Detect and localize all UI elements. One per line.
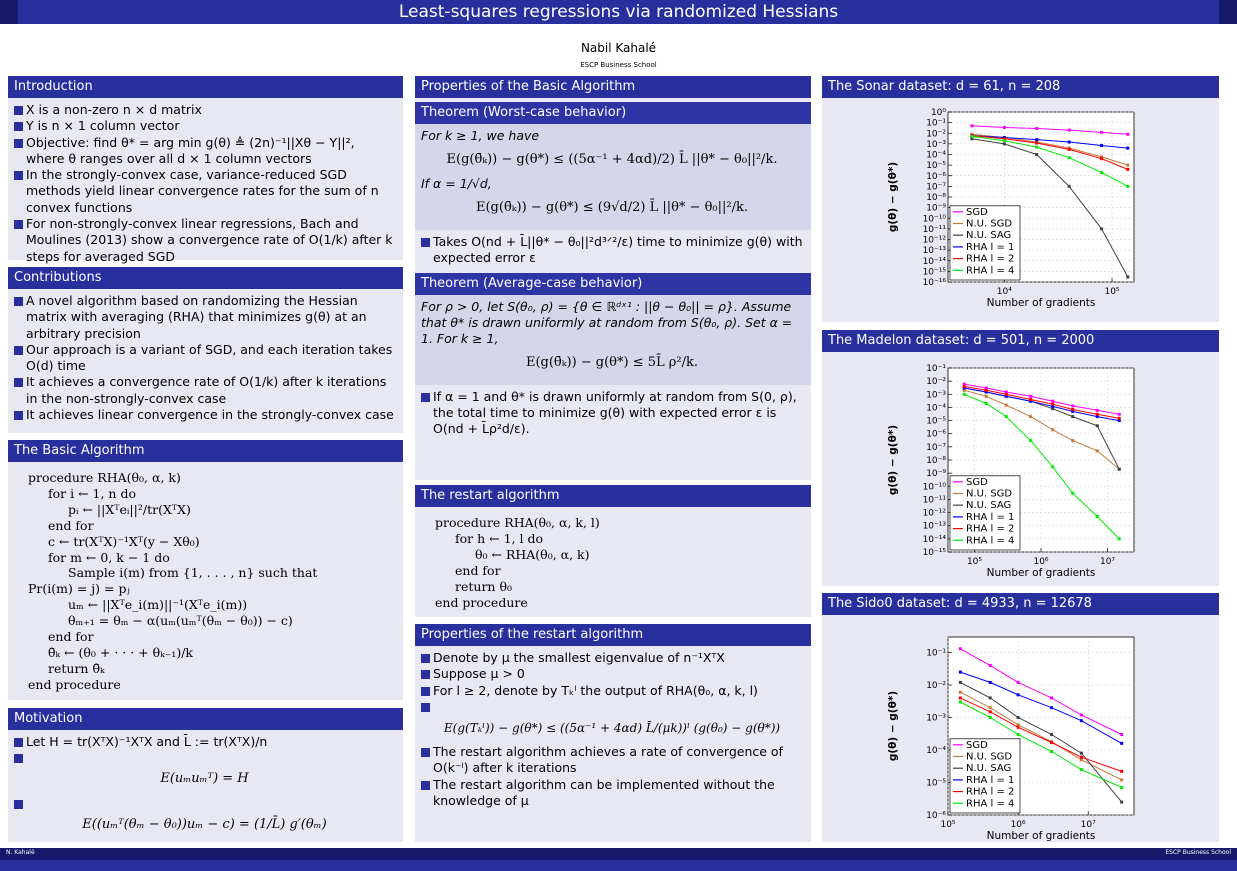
data-point — [1005, 415, 1008, 418]
data-point — [1080, 768, 1083, 771]
x-tick-label: 10⁵ — [966, 557, 983, 567]
pseudocode-line: end for — [48, 517, 94, 533]
data-point — [989, 664, 992, 667]
affiliation: ESCP Business School — [580, 61, 657, 69]
pseudocode-line: return θ₀ — [455, 578, 512, 594]
data-point — [1029, 415, 1032, 418]
equation: E(g(θ̄ₖ)) − g(θ*) ≤ (9√d/2) L̄ ||θ* − θ₀||²/k. — [476, 200, 748, 215]
data-point — [1003, 142, 1006, 145]
y-tick-label: 10⁻⁴ — [926, 150, 946, 161]
theorem-average-title: Theorem (Average-case behavior) — [415, 273, 811, 295]
x-tick-label: 10⁵ — [1104, 287, 1120, 297]
legend-label: RHA l = 1 — [966, 774, 1015, 786]
data-point — [1017, 693, 1020, 696]
list-item: It achieves linear convergence in the strongly-convex case — [14, 407, 395, 423]
data-point — [1050, 733, 1053, 736]
data-point — [1068, 185, 1071, 188]
list-item: Our approach is a variant of SGD, and each iteration takes O(d) time — [14, 342, 395, 375]
data-point — [1120, 770, 1123, 773]
data-point — [970, 124, 973, 127]
bullet-icon — [421, 703, 430, 712]
equation: E(g(θ̄ₖ)) − g(θ*) ≤ ((5α⁻¹ + 4αd)/2) L̄ ||θ* − θ₀||²/k. — [446, 152, 778, 167]
sonar-chart-title: The Sonar dataset: d = 61, n = 208 — [822, 76, 1219, 98]
data-point — [989, 696, 992, 699]
theorem-text: For ρ > 0, let S(θ₀, ρ) = {θ ∈ ℝᵈˣ¹ : ||θ − θ₀|| = ρ}. Assume that θ* is drawn uniformly at random from S(θ₀, ρ). Set α = 1. For k ≥ 1, — [421, 298, 793, 346]
y-tick-label: 10⁻¹¹ — [922, 224, 946, 235]
y-tick-label: 10⁻¹⁵ — [922, 267, 946, 278]
data-point — [1071, 404, 1074, 407]
bullet-icon — [14, 378, 23, 387]
y-tick-label: 10⁻² — [926, 681, 946, 692]
restart-properties-list — [415, 646, 811, 815]
x-axis-label: Number of gradients — [986, 567, 1096, 579]
legend-label: RHA l = 2 — [966, 523, 1015, 535]
theorem-text: If α = 1/√d, — [421, 176, 492, 191]
list-item: X is a non-zero n × d matrix — [14, 102, 395, 118]
list-item: Denote by μ the smallest eigenvalue of n⁻¹XᵀX — [421, 650, 803, 666]
legend-label: SGD — [966, 476, 988, 488]
theorem-average-body — [415, 295, 811, 385]
data-point — [1005, 393, 1008, 396]
y-axis-label: g(θ) − g(θ*) — [887, 690, 899, 762]
data-point — [970, 135, 973, 138]
data-point — [1080, 758, 1083, 761]
author: Nabil Kahalé — [580, 41, 657, 55]
y-tick-label: 10⁻⁴ — [926, 403, 946, 414]
y-tick-label: 10⁻⁶ — [926, 171, 946, 182]
data-point — [1120, 786, 1123, 789]
data-point — [1120, 778, 1123, 781]
y-tick-label: 10⁻¹⁴ — [922, 534, 946, 545]
legend-label: RHA l = 4 — [966, 535, 1015, 547]
x-tick-label: 10⁷ — [1080, 820, 1096, 830]
legend-label: RHA l = 1 — [966, 511, 1015, 523]
madelon-chart — [822, 352, 1219, 586]
data-point — [1017, 733, 1020, 736]
legend-label: RHA l = 4 — [966, 798, 1015, 810]
basic-algorithm-block — [8, 440, 403, 700]
list-item: It achieves a convergence rate of O(1/k) after k iterations in the non-strongly-convex case — [14, 374, 395, 407]
legend-label: RHA l = 1 — [966, 241, 1015, 253]
properties-list — [415, 230, 811, 273]
data-point — [1126, 147, 1129, 150]
bullet-icon — [14, 346, 23, 355]
y-tick-label: 10⁻¹ — [926, 118, 946, 129]
data-point — [1071, 408, 1074, 411]
y-tick-label: 10⁻⁸ — [926, 193, 946, 203]
pseudocode-line: c ← tr(XᵀX)⁻¹Xᵀ(y − Xθ₀) — [48, 533, 200, 549]
footer-affiliation: ESCP Business School — [1165, 849, 1231, 856]
x-tick-label: 10⁶ — [1033, 557, 1049, 567]
list-item: The restart algorithm can be implemented without the knowledge of μ — [421, 777, 803, 810]
data-point — [1003, 126, 1006, 129]
madelon-chart-title: The Madelon dataset: d = 501, n = 2000 — [822, 330, 1219, 352]
data-point — [1051, 403, 1054, 406]
properties-title: Properties of the Basic Algorithm — [415, 76, 811, 98]
footer-author: N. Kahalé — [6, 849, 35, 856]
data-point — [1017, 723, 1020, 726]
data-point — [1017, 726, 1020, 729]
data-point — [1035, 146, 1038, 149]
y-tick-label: 10⁻¹⁰ — [922, 482, 946, 493]
x-tick-label: 10⁵ — [940, 820, 956, 830]
y-tick-label: 10⁻⁷ — [926, 182, 946, 193]
y-tick-label: 10⁻⁴ — [926, 746, 946, 757]
data-point — [1051, 428, 1054, 431]
data-point — [1096, 413, 1099, 416]
data-point — [1071, 415, 1074, 418]
y-tick-label: 10⁻¹³ — [922, 246, 946, 257]
pseudocode-line: for m ← 0, k − 1 do — [48, 549, 170, 565]
pseudocode-line: for h ← 1, l do — [455, 530, 543, 546]
contributions-list — [8, 289, 403, 429]
y-tick-label: 10⁻³ — [926, 139, 946, 150]
data-point — [1035, 127, 1038, 130]
pseudocode-line: Sample i(m) from {1, . . . , n} such that — [68, 565, 318, 581]
x-axis-label: Number of gradients — [986, 830, 1096, 842]
x-tick-label: 10⁴ — [996, 287, 1012, 297]
y-tick-label: 10⁻⁸ — [926, 456, 946, 466]
bullet-icon — [14, 220, 23, 229]
footer-bar — [0, 848, 1237, 860]
pseudocode-line: pᵢ ← ||Xᵀeᵢ||²/tr(XᵀX) — [68, 501, 191, 517]
data-point — [963, 385, 966, 388]
intro-list — [8, 98, 403, 271]
data-point — [1080, 713, 1083, 716]
data-point — [1126, 168, 1129, 171]
data-point — [989, 716, 992, 719]
y-tick-label: 10⁻¹² — [922, 235, 946, 246]
data-point — [1120, 801, 1123, 804]
equation: E((uₘᵀ(θₘ − θ₀))uₘ − c) = (1/L̄) g′(θₘ) — [82, 816, 327, 832]
data-point — [1035, 138, 1038, 141]
list-item: Suppose μ > 0 — [421, 666, 803, 682]
data-point — [1100, 157, 1103, 160]
y-tick-label: 10⁻¹ — [926, 648, 946, 659]
x-tick-label: 10⁶ — [1010, 820, 1026, 830]
pseudocode-line: end for — [455, 562, 501, 578]
equation: E(g(Tₖˡ)) − g(θ*) ≤ ((5α⁻¹ + 4αd) L̄/(μk))ˡ (g(θ₀) − g(θ*)) — [443, 720, 781, 735]
data-point — [959, 681, 962, 684]
motivation-title: Motivation — [8, 708, 403, 730]
data-point — [1080, 752, 1083, 755]
data-point — [1118, 468, 1121, 471]
data-point — [985, 395, 988, 398]
bullet-icon — [421, 748, 430, 757]
sonar-chart-panel — [822, 76, 1219, 322]
list-item: A novel algorithm based on randomizing the Hessian matrix with averaging (RHA) that minimizes g(θ) at an arbitrary precision — [14, 293, 395, 342]
motivation-block — [8, 708, 403, 842]
data-point — [1029, 395, 1032, 398]
restart-algorithm-block — [415, 485, 811, 617]
data-point — [1080, 756, 1083, 759]
list-item: Objective: find θ* = arg min g(θ) ≜ (2n)⁻¹||Xθ − Y||², where θ ranges over all d × 1 column vectors — [14, 135, 395, 168]
data-point — [1096, 409, 1099, 412]
data-point — [1118, 417, 1121, 420]
data-point — [1126, 185, 1129, 188]
motivation-body — [8, 730, 403, 847]
data-point — [1096, 515, 1099, 518]
equation: E(uₘuₘᵀ) = H — [160, 771, 249, 787]
data-point — [1017, 716, 1020, 719]
data-point — [1068, 148, 1071, 151]
legend-label: N.U. SGD — [966, 751, 1013, 763]
contributions-title: Contributions — [8, 267, 403, 289]
data-point — [1029, 439, 1032, 442]
y-tick-label: 10⁻¹³ — [922, 521, 946, 532]
madelon-chart-panel — [822, 330, 1219, 586]
pseudocode-line: procedure RHA(θ₀, α, k) — [28, 470, 181, 485]
bullet-icon — [14, 171, 23, 180]
y-tick-label: 10⁻⁵ — [926, 161, 946, 172]
list-item: In the strongly-convex case, variance-reduced SGD methods yield linear convergence rates for the sum of n convex functions — [14, 167, 395, 216]
y-tick-label: 10⁻⁹ — [926, 203, 946, 214]
legend-label: RHA l = 4 — [966, 265, 1015, 277]
restart-properties-block — [415, 624, 811, 842]
theorem-worst-title: Theorem (Worst-case behavior) — [415, 102, 811, 124]
list-item: For non-strongly-convex linear regressions, Bach and Moulines (2013) show a convergence rate of O(1/k) after k steps for averaged SGD — [14, 216, 395, 265]
data-point — [1096, 449, 1099, 452]
data-point — [989, 710, 992, 713]
properties-block — [415, 76, 811, 480]
bullet-icon — [421, 238, 430, 247]
data-point — [1096, 424, 1099, 427]
y-tick-label: 10⁻² — [926, 377, 946, 388]
bullet-icon — [14, 738, 23, 747]
x-tick-label: 10⁷ — [1099, 557, 1116, 567]
pseudocode-line: θₘ₊₁ = θₘ − α(uₘ(uₘᵀ(θₘ − θ₀)) − c) — [68, 613, 293, 629]
y-tick-label: 10⁻¹¹ — [922, 495, 946, 506]
data-point — [1120, 733, 1123, 736]
restart-algorithm-title: The restart algorithm — [415, 485, 811, 507]
legend-label: SGD — [966, 206, 988, 218]
pseudocode-line: end for — [48, 629, 94, 645]
bullet-icon — [421, 687, 430, 696]
bullet-icon — [421, 393, 430, 402]
data-point — [1051, 465, 1054, 468]
legend-label: N.U. SAG — [966, 763, 1012, 775]
intro-block — [8, 76, 403, 264]
bullet-icon — [14, 754, 23, 763]
list-item: Y is n × 1 column vector — [14, 118, 395, 134]
data-point — [1071, 439, 1074, 442]
data-point — [1035, 142, 1038, 145]
list-item: Takes O(nd + L̄||θ* − θ₀||²d³ᐟ²/ε) time to minimize g(θ) with expected error ε — [421, 234, 803, 267]
data-point — [1118, 537, 1121, 540]
legend-label: N.U. SAG — [966, 500, 1012, 512]
bullet-icon — [14, 297, 23, 306]
pseudocode-line: return θ̄ₖ — [48, 660, 105, 676]
y-axis-label: g(θ) − g(θ*) — [887, 424, 899, 496]
y-tick-label: 10⁻¹ — [926, 364, 946, 374]
data-point — [1068, 156, 1071, 159]
list-item — [14, 796, 395, 809]
bullet-icon — [421, 654, 430, 663]
theorem-worst-body — [415, 124, 811, 230]
data-point — [1100, 131, 1103, 134]
y-tick-label: 10⁻⁶ — [926, 811, 946, 821]
pseudocode-line: θ₀ ← RHA(θ₀, α, k) — [475, 546, 590, 562]
data-point — [1035, 153, 1038, 156]
contributions-block — [8, 267, 403, 433]
intro-title: Introduction — [8, 76, 403, 98]
sido0-chart-panel — [822, 593, 1219, 842]
bullet-icon — [421, 781, 430, 790]
bullet-icon — [14, 411, 23, 420]
y-axis-label: g(θ) − g(θ*) — [887, 161, 899, 233]
pseudocode-line: procedure RHA(θ₀, α, k, l) — [435, 515, 600, 530]
equation: E(g(θ̄ₖ)) − g(θ*) ≤ 5L̄ ρ²/k. — [525, 354, 699, 370]
theorem-text: For k ≥ 1, we have — [421, 128, 540, 143]
list-item — [421, 699, 803, 712]
data-point — [1120, 742, 1123, 745]
properties-list-2 — [415, 385, 811, 444]
pseudocode-line: uₘ ← ||Xᵀe_i(m)||⁻¹(Xᵀe_i(m)) — [68, 597, 248, 613]
x-axis-label: Number of gradients — [986, 297, 1096, 309]
y-tick-label: 10⁻² — [926, 129, 946, 140]
y-tick-label: 10⁻⁵ — [926, 416, 946, 427]
footer-lower-bar — [0, 860, 1237, 871]
list-item: The restart algorithm achieves a rate of convergence of O(k⁻ˡ) after k iterations — [421, 744, 803, 777]
data-point — [1068, 141, 1071, 144]
data-point — [985, 389, 988, 392]
data-point — [1051, 400, 1054, 403]
restart-properties-title: Properties of the restart algorithm — [415, 624, 811, 646]
sido0-chart — [822, 615, 1219, 842]
y-tick-label: 10⁻¹⁴ — [922, 256, 946, 267]
sonar-chart — [822, 98, 1219, 322]
bullet-icon — [14, 106, 23, 115]
data-point — [959, 691, 962, 694]
legend-label: RHA l = 2 — [966, 786, 1015, 798]
legend-label: N.U. SGD — [966, 218, 1013, 230]
basic-algorithm-title: The Basic Algorithm — [8, 440, 403, 462]
data-point — [1050, 706, 1053, 709]
data-point — [989, 681, 992, 684]
data-point — [1071, 492, 1074, 495]
footer — [0, 848, 1237, 871]
data-point — [1050, 696, 1053, 699]
data-point — [1068, 129, 1071, 132]
data-point — [1029, 398, 1032, 401]
legend-label: N.U. SAG — [966, 230, 1012, 242]
data-point — [1050, 741, 1053, 744]
bullet-icon — [421, 670, 430, 679]
list-item: If α = 1 and θ* is drawn uniformly at random from S(0, ρ), the total time to minimize g(θ) with expected error ε is O(nd + L̄ρ²d/ε). — [421, 389, 803, 438]
data-point — [1126, 275, 1129, 278]
y-tick-label: 10⁻⁵ — [926, 778, 946, 789]
data-point — [959, 671, 962, 674]
legend-label: RHA l = 2 — [966, 253, 1015, 265]
y-tick-label: 10⁻¹⁵ — [922, 548, 946, 558]
data-point — [989, 706, 992, 709]
bullet-icon — [14, 800, 23, 809]
pseudocode-line: end procedure — [435, 594, 528, 610]
y-tick-label: 10⁻¹⁶ — [922, 278, 946, 288]
pseudocode-line: for i ← 1, n do — [48, 485, 136, 501]
data-point — [1118, 413, 1121, 416]
sido0-chart-title: The Sido0 dataset: d = 4933, n = 12678 — [822, 593, 1219, 615]
data-point — [1100, 144, 1103, 147]
pseudocode-line: θ̄ₖ ← (θ₀ + · · · + θₖ₋₁)/k — [48, 644, 193, 660]
bullet-icon — [14, 139, 23, 148]
y-tick-label: 10⁻³ — [926, 713, 946, 724]
list-item: Let H = tr(XᵀX)⁻¹XᵀX and L̄ := tr(XᵀX)/n — [14, 734, 395, 750]
data-point — [1100, 227, 1103, 230]
y-tick-label: 10⁰ — [930, 108, 946, 118]
y-tick-label: 10⁻¹⁰ — [922, 214, 946, 225]
data-point — [1017, 681, 1020, 684]
y-tick-label: 10⁻³ — [926, 390, 946, 401]
poster-title: Least-squares regressions via randomized Hessians — [398, 2, 839, 22]
legend-label: N.U. SGD — [966, 488, 1013, 500]
data-point — [985, 402, 988, 405]
y-tick-label: 10⁻⁷ — [926, 442, 946, 453]
data-point — [959, 696, 962, 699]
data-point — [959, 647, 962, 650]
data-point — [1005, 404, 1008, 407]
y-tick-label: 10⁻⁹ — [926, 469, 946, 480]
y-tick-label: 10⁻¹² — [922, 508, 946, 519]
data-point — [1100, 171, 1103, 174]
basic-algorithm-pseudocode — [8, 462, 403, 701]
restart-algorithm-pseudocode — [415, 507, 811, 618]
legend-label: SGD — [966, 739, 988, 751]
data-point — [1080, 719, 1083, 722]
data-point — [1126, 133, 1129, 136]
data-point — [1126, 164, 1129, 167]
y-tick-label: 10⁻⁶ — [926, 429, 946, 440]
pseudocode-line: Pr(i(m) = j) = pⱼ — [28, 581, 130, 597]
data-point — [963, 393, 966, 396]
data-point — [959, 700, 962, 703]
pseudocode-line: end procedure — [28, 676, 121, 692]
data-point — [1003, 139, 1006, 142]
list-item: For l ≥ 2, denote by Tₖˡ the output of RHA(θ₀, α, k, l) — [421, 683, 803, 699]
bullet-icon — [14, 122, 23, 131]
list-item — [14, 750, 395, 763]
data-point — [1050, 750, 1053, 753]
